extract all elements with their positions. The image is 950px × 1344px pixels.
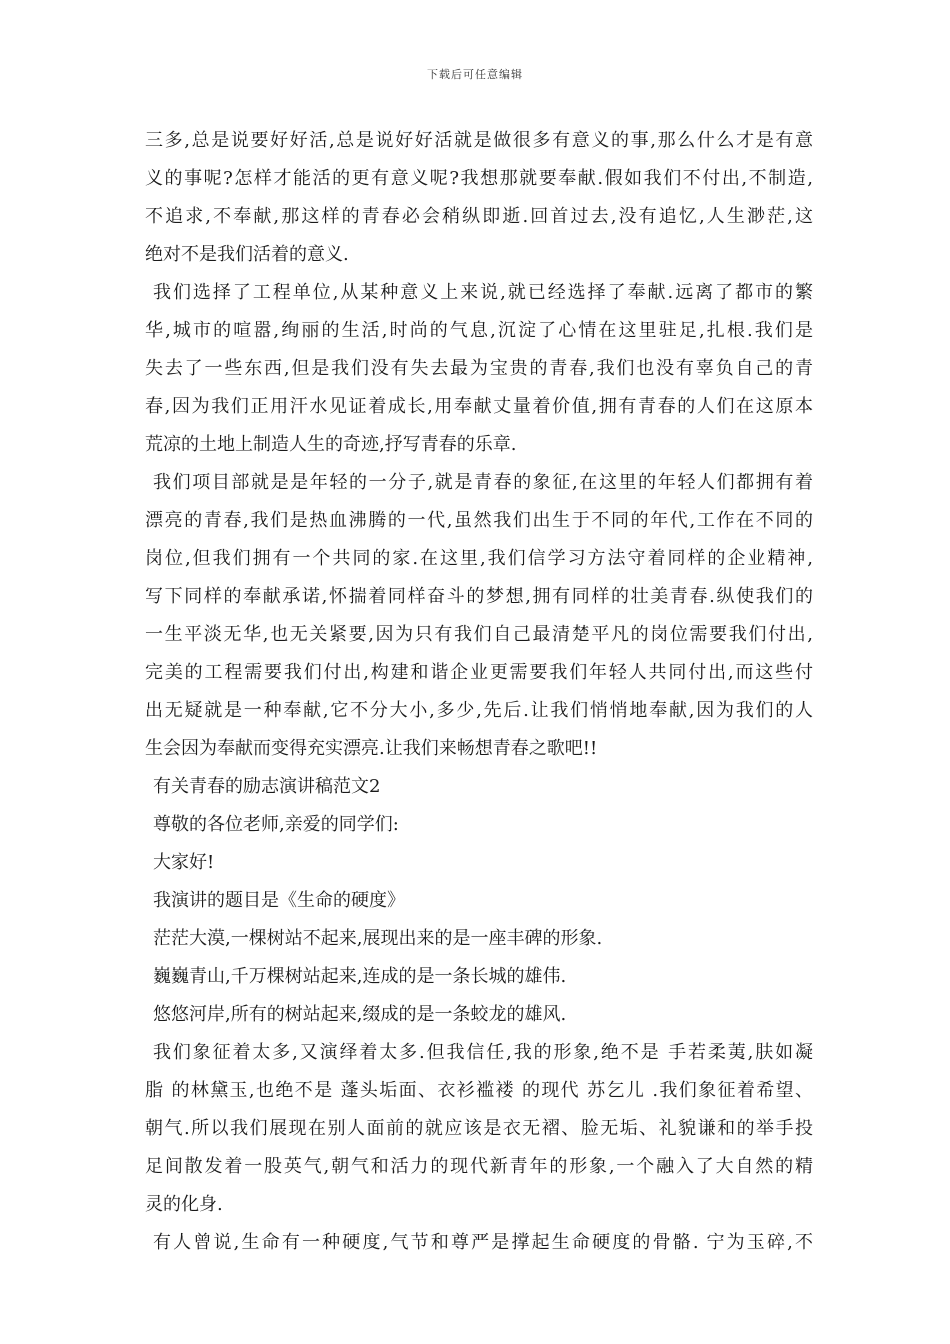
text-line: 完美的工程需要我们付出,构建和谐企业更需要我们年轻人共同付出,而这些付 [145, 662, 813, 683]
text-line: 失去了一些东西,但是我们没有失去最为宝贵的青春,我们也没有辜负自己的青 [145, 358, 813, 379]
text-line: 足间散发着一股英气,朝气和活力的现代新青年的形象,一个融入了大自然的精 [145, 1156, 813, 1177]
text-line: 漂亮的青春,我们是热血沸腾的一代,虽然我们出生于不同的年代,工作在不同的 [145, 510, 813, 531]
text-line: 我演讲的题目是《生命的硬度》 [153, 890, 405, 911]
text-line: 岗位,但我们拥有一个共同的家.在这里,我们信学习方法守着同样的企业精神, [145, 548, 813, 569]
document-body [145, 122, 813, 1262]
text-line: 春,因为我们正用汗水见证着成长,用奉献丈量着价值,拥有青春的人们在这原本 [145, 396, 813, 417]
text-line: 朝气.所以我们展现在别人面前的就应该是衣无褶、脸无垢、礼貌谦和的举手投 [145, 1118, 813, 1139]
text-line: 写下同样的奉献承诺,怀揣着同样奋斗的梦想,拥有同样的壮美青春.纵使我们的 [145, 586, 813, 607]
text-line: 有关青春的励志演讲稿范文2 [153, 776, 381, 797]
text-line: 绝对不是我们活着的意义. [145, 244, 349, 265]
text-line: 有人曾说,生命有一种硬度,气节和尊严是撑起生命硬度的骨骼. 宁为玉碎,不 [153, 1232, 813, 1253]
text-line: 巍巍青山,千万棵树站起来,连成的是一条长城的雄伟. [153, 966, 567, 987]
text-line: 尊敬的各位老师,亲爱的同学们: [153, 814, 399, 835]
text-line: 三多,总是说要好好活,总是说好好活就是做很多有意义的事,那么什么才是有意 [145, 130, 813, 151]
text-line: 不追求,不奉献,那这样的青春必会稍纵即逝.回首过去,没有追忆,人生渺茫,这 [145, 206, 813, 227]
text-line: 茫茫大漠,一棵树站不起来,展现出来的是一座丰碑的形象. [153, 928, 603, 949]
page-header: 下载后可任意编辑 [427, 68, 523, 81]
text-line: 荒凉的土地上制造人生的奇迹,抒写青春的乐章. [145, 434, 517, 455]
text-line: 大家好! [153, 852, 215, 873]
text-line: 义的事呢?怎样才能活的更有意义呢?我想那就要奉献.假如我们不付出,不制造, [145, 168, 813, 189]
text-line: 生会因为奉献而变得充实漂亮.让我们来畅想青春之歌吧!! [145, 738, 598, 759]
text-line: 我们项目部就是是年轻的一分子,就是青春的象征,在这里的年轻人们都拥有着 [153, 472, 813, 493]
text-line: 灵的化身. [145, 1194, 223, 1215]
text-line: 华,城市的喧嚣,绚丽的生活,时尚的气息,沉淀了心情在这里驻足,扎根.我们是 [145, 320, 813, 341]
text-line: 我们选择了工程单位,从某种意义上来说,就已经选择了奉献.远离了都市的繁 [153, 282, 813, 303]
text-line: 我们象征着太多,又演绎着太多.但我信任,我的形象,绝不是 手若柔荑,肤如凝 [153, 1042, 813, 1063]
text-line: 悠悠河岸,所有的树站起来,缀成的是一条蛟龙的雄风. [153, 1004, 567, 1025]
text-line: 一生平淡无华,也无关紧要,因为只有我们自己最清楚平凡的岗位需要我们付出, [145, 624, 813, 645]
text-line: 出无疑就是一种奉献,它不分大小,多少,先后.让我们悄悄地奉献,因为我们的人 [145, 700, 813, 721]
text-line: 脂 的林黛玉,也绝不是 蓬头垢面、衣衫褴褛 的现代 苏乞儿 .我们象征着希望、 [145, 1080, 813, 1101]
